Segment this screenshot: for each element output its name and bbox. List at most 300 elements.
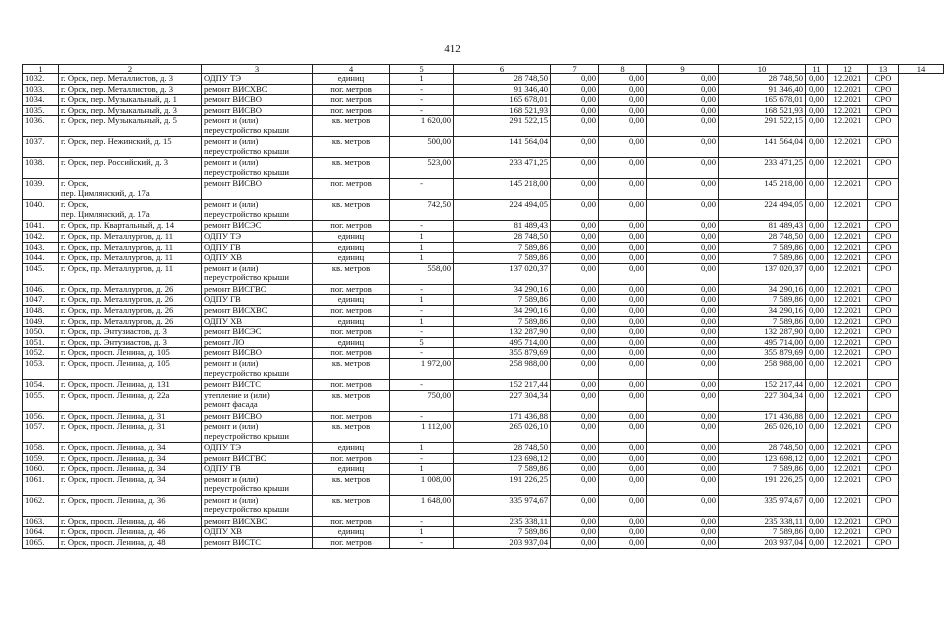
value-cell: 0,00 — [647, 242, 719, 253]
work-type-cell — [202, 327, 313, 338]
total-cost-cell: 7 589,86 — [454, 253, 551, 264]
address-cell — [59, 316, 202, 327]
table-row — [23, 105, 944, 116]
cell-line: г. Орск, пер. Музыкальный, д. 3 — [61, 104, 177, 115]
work-type-cell — [202, 253, 313, 264]
method-cell: СРО — [868, 95, 899, 106]
method-cell: СРО — [868, 474, 899, 495]
quantity-cell: 750,00 — [390, 390, 454, 411]
address-cell — [59, 327, 202, 338]
address-cell — [59, 137, 202, 158]
total-cost-cell: 495 714,00 — [454, 337, 551, 348]
method-cell: СРО — [868, 305, 899, 316]
cell-line: г. Орск, — [61, 178, 89, 189]
table-row — [23, 116, 944, 137]
address-cell — [59, 390, 202, 411]
cell-line: г. Орск, пр. Энтузиастов, д. 3 — [61, 336, 167, 347]
fund-cost-cell: 227 304,34 — [719, 390, 806, 411]
unit-cell: пог. метров — [313, 453, 390, 464]
method-cell: СРО — [868, 105, 899, 116]
value-cell: 0,00 — [551, 348, 599, 359]
unit-cell: единиц — [313, 527, 390, 538]
quantity-cell: 1 008,00 — [390, 474, 454, 495]
value-cell: 0,00 — [806, 516, 828, 527]
unit-cell: единиц — [313, 74, 390, 85]
date-cell: 12.2021 — [828, 84, 868, 95]
table-row — [23, 495, 944, 516]
cell-line: г. Орск, просп. Ленина, д. 22а — [61, 389, 170, 400]
quantity-cell: 558,00 — [390, 263, 454, 284]
cell-line: переустройство крыши — [204, 166, 289, 177]
value-cell: 0,00 — [599, 221, 647, 232]
value-cell: 0,00 — [599, 95, 647, 106]
row-number-cell: 1052. — [23, 348, 59, 359]
method-cell: СРО — [868, 495, 899, 516]
value-cell: 0,00 — [806, 242, 828, 253]
row-number-cell: 1058. — [23, 443, 59, 454]
value-cell: 0,00 — [647, 95, 719, 106]
cell-line: пер. Цимлянский, д. 17а — [61, 208, 150, 219]
row-number-cell: 1048. — [23, 305, 59, 316]
fund-cost-cell: 495 714,00 — [719, 337, 806, 348]
cell-line: ремонт ВИСТС — [204, 537, 262, 548]
value-cell: 0,00 — [806, 390, 828, 411]
cell-line: ремонт ВИСВО — [204, 94, 262, 105]
unit-cell: единиц — [313, 295, 390, 306]
column-number-1: 1 — [23, 65, 59, 74]
value-cell: 0,00 — [806, 263, 828, 284]
table-row — [23, 464, 944, 475]
row-number-cell: 1056. — [23, 411, 59, 422]
method-cell: СРО — [868, 527, 899, 538]
total-cost-cell: 28 748,50 — [454, 231, 551, 242]
cell-line: г. Орск, просп. Ленина, д. 131 — [61, 378, 170, 389]
row-number-cell: 1036. — [23, 116, 59, 137]
total-cost-cell: 34 290,16 — [454, 284, 551, 295]
value-cell: 0,00 — [551, 538, 599, 549]
address-cell — [59, 179, 202, 200]
cell-line: г. Орск, пер. Музыкальный, д. 5 — [61, 115, 177, 126]
work-type-cell — [202, 453, 313, 464]
value-cell: 0,00 — [599, 84, 647, 95]
unit-cell: пог. метров — [313, 327, 390, 338]
total-cost-cell: 91 346,40 — [454, 84, 551, 95]
value-cell: 0,00 — [647, 411, 719, 422]
unit-cell: кв. метров — [313, 158, 390, 179]
table-row — [23, 200, 944, 221]
value-cell: 0,00 — [806, 158, 828, 179]
fund-cost-cell: 258 988,00 — [719, 358, 806, 379]
fund-cost-cell: 28 748,50 — [719, 231, 806, 242]
fund-cost-cell: 224 494,05 — [719, 200, 806, 221]
value-cell: 0,00 — [551, 158, 599, 179]
method-cell: СРО — [868, 348, 899, 359]
date-cell: 12.2021 — [828, 464, 868, 475]
cell-line: переустройство крыши — [204, 483, 289, 494]
value-cell: 0,00 — [551, 316, 599, 327]
value-cell: 0,00 — [806, 221, 828, 232]
cell-line: ОДПУ ХВ — [204, 315, 243, 326]
cell-line: ремонт фасада — [204, 399, 258, 410]
total-cost-cell: 265 026,10 — [454, 422, 551, 443]
table-row — [23, 284, 944, 295]
quantity-cell: - — [390, 84, 454, 95]
address-cell — [59, 358, 202, 379]
row-number-cell: 1042. — [23, 231, 59, 242]
value-cell: 0,00 — [599, 158, 647, 179]
work-type-cell — [202, 516, 313, 527]
date-cell: 12.2021 — [828, 284, 868, 295]
quantity-cell: 1 — [390, 527, 454, 538]
row-number-cell: 1047. — [23, 295, 59, 306]
row-number-cell: 1037. — [23, 137, 59, 158]
cell-line: г. Орск, просп. Ленина, д. 34 — [61, 463, 166, 474]
total-cost-cell: 233 471,25 — [454, 158, 551, 179]
quantity-cell: 1 — [390, 316, 454, 327]
value-cell: 0,00 — [806, 337, 828, 348]
cell-line: ремонт ВИСЭС — [204, 220, 262, 231]
fund-cost-cell: 168 521,93 — [719, 105, 806, 116]
date-cell: 12.2021 — [828, 379, 868, 390]
unit-cell: единиц — [313, 253, 390, 264]
unit-cell: кв. метров — [313, 116, 390, 137]
value-cell: 0,00 — [551, 358, 599, 379]
cell-line: ремонт ВИСВО — [204, 410, 262, 421]
value-cell: 0,00 — [647, 495, 719, 516]
row-number-cell: 1043. — [23, 242, 59, 253]
method-cell: СРО — [868, 263, 899, 284]
value-cell: 0,00 — [599, 453, 647, 464]
unit-cell: пог. метров — [313, 284, 390, 295]
cell-line: ремонт ВИСВО — [204, 104, 262, 115]
date-cell: 12.2021 — [828, 327, 868, 338]
quantity-cell: - — [390, 348, 454, 359]
total-cost-cell: 203 937,04 — [454, 538, 551, 549]
date-cell: 12.2021 — [828, 95, 868, 106]
table-row — [23, 242, 944, 253]
value-cell: 0,00 — [806, 348, 828, 359]
column-number-3: 3 — [202, 65, 313, 74]
unit-cell: кв. метров — [313, 358, 390, 379]
unit-cell: пог. метров — [313, 95, 390, 106]
work-type-cell — [202, 379, 313, 390]
address-cell — [59, 516, 202, 527]
total-cost-cell: 235 338,11 — [454, 516, 551, 527]
work-type-cell — [202, 422, 313, 443]
value-cell: 0,00 — [551, 464, 599, 475]
address-cell — [59, 411, 202, 422]
value-cell: 0,00 — [599, 105, 647, 116]
date-cell: 12.2021 — [828, 158, 868, 179]
value-cell: 0,00 — [551, 495, 599, 516]
cell-line: переустройство крыши — [204, 430, 289, 441]
date-cell: 12.2021 — [828, 443, 868, 454]
fund-cost-cell: 28 748,50 — [719, 74, 806, 85]
column-number-12: 12 — [828, 65, 868, 74]
value-cell: 0,00 — [806, 95, 828, 106]
fund-cost-cell: 7 589,86 — [719, 295, 806, 306]
cell-line: ремонт ВИСХВС — [204, 83, 268, 94]
work-type-cell — [202, 316, 313, 327]
work-type-cell — [202, 464, 313, 475]
row-number-cell: 1034. — [23, 95, 59, 106]
date-cell: 12.2021 — [828, 316, 868, 327]
method-cell: СРО — [868, 422, 899, 443]
unit-cell: единиц — [313, 316, 390, 327]
table-row — [23, 422, 944, 443]
cell-line: переустройство крыши — [204, 504, 289, 515]
cell-line: г. Орск, пр. Металлургов, д. 26 — [61, 304, 174, 315]
quantity-cell: 1 972,00 — [390, 358, 454, 379]
work-type-cell — [202, 158, 313, 179]
work-type-cell — [202, 411, 313, 422]
unit-cell: единиц — [313, 231, 390, 242]
method-cell: СРО — [868, 200, 899, 221]
address-cell — [59, 295, 202, 306]
value-cell: 0,00 — [806, 464, 828, 475]
cell-line: г. Орск, пр. Металлургов, д. 11 — [61, 230, 174, 241]
value-cell: 0,00 — [599, 358, 647, 379]
column-number-2: 2 — [59, 65, 202, 74]
fund-cost-cell: 28 748,50 — [719, 443, 806, 454]
work-type-cell — [202, 74, 313, 85]
fund-cost-cell: 291 522,15 — [719, 116, 806, 137]
value-cell: 0,00 — [806, 231, 828, 242]
cell-line: ремонт ВИСВО — [204, 178, 262, 189]
work-type-cell — [202, 295, 313, 306]
value-cell: 0,00 — [806, 74, 828, 85]
value-cell: 0,00 — [647, 295, 719, 306]
address-cell — [59, 422, 202, 443]
cell-line: г. Орск, пр. Энтузиастов, д. 3 — [61, 326, 167, 337]
work-type-cell — [202, 358, 313, 379]
method-cell: СРО — [868, 221, 899, 232]
total-cost-cell: 355 879,69 — [454, 348, 551, 359]
quantity-cell: 1 — [390, 464, 454, 475]
value-cell: 0,00 — [551, 74, 599, 85]
total-cost-cell: 28 748,50 — [454, 74, 551, 85]
row-number-cell: 1051. — [23, 337, 59, 348]
cell-line: г. Орск, просп. Ленина, д. 105 — [61, 357, 170, 368]
work-type-cell — [202, 221, 313, 232]
method-cell: СРО — [868, 390, 899, 411]
method-cell: СРО — [868, 358, 899, 379]
registry-table — [22, 64, 944, 549]
fund-cost-cell: 34 290,16 — [719, 284, 806, 295]
work-type-cell — [202, 137, 313, 158]
value-cell: 0,00 — [599, 538, 647, 549]
work-type-cell — [202, 242, 313, 253]
value-cell: 0,00 — [806, 316, 828, 327]
date-cell: 12.2021 — [828, 337, 868, 348]
table-body — [23, 74, 944, 549]
fund-cost-cell: 335 974,67 — [719, 495, 806, 516]
table-row — [23, 390, 944, 411]
fund-cost-cell: 233 471,25 — [719, 158, 806, 179]
date-cell: 12.2021 — [828, 411, 868, 422]
cell-line: ремонт и (или) — [204, 199, 259, 210]
method-cell: СРО — [868, 137, 899, 158]
column-number-7: 7 — [551, 65, 599, 74]
total-cost-cell: 137 020,37 — [454, 263, 551, 284]
cell-line: г. Орск, пер. Металлистов, д. 3 — [61, 73, 173, 83]
date-cell: 12.2021 — [828, 527, 868, 538]
value-cell: 0,00 — [806, 305, 828, 316]
cell-line: г. Орск, пер. Нежинский, д. 15 — [61, 136, 172, 147]
value-cell: 0,00 — [647, 74, 719, 85]
cell-line: ОДПУ ХВ — [204, 252, 243, 263]
cell-line: г. Орск, пер. Музыкальный, д. 1 — [61, 94, 177, 105]
cell-line: г. Орск, просп. Ленина, д. 34 — [61, 442, 166, 453]
value-cell: 0,00 — [599, 137, 647, 158]
total-cost-cell: 258 988,00 — [454, 358, 551, 379]
value-cell: 0,00 — [599, 295, 647, 306]
quantity-cell: - — [390, 411, 454, 422]
row-number-cell: 1064. — [23, 527, 59, 538]
address-cell — [59, 453, 202, 464]
value-cell: 0,00 — [647, 390, 719, 411]
fund-cost-cell: 7 589,86 — [719, 242, 806, 253]
address-cell — [59, 495, 202, 516]
quantity-cell: 500,00 — [390, 137, 454, 158]
value-cell: 0,00 — [806, 538, 828, 549]
unit-cell: кв. метров — [313, 390, 390, 411]
date-cell: 12.2021 — [828, 295, 868, 306]
quantity-cell: 1 — [390, 74, 454, 85]
cell-line: ОДПУ ГВ — [204, 294, 241, 305]
method-cell: СРО — [868, 116, 899, 137]
value-cell: 0,00 — [551, 305, 599, 316]
method-cell: СРО — [868, 538, 899, 549]
total-cost-cell: 132 287,90 — [454, 327, 551, 338]
value-cell: 0,00 — [806, 474, 828, 495]
address-cell — [59, 231, 202, 242]
fund-cost-cell: 152 217,44 — [719, 379, 806, 390]
value-cell: 0,00 — [647, 348, 719, 359]
fund-cost-cell: 132 287,90 — [719, 327, 806, 338]
value-cell: 0,00 — [647, 422, 719, 443]
date-cell: 12.2021 — [828, 137, 868, 158]
value-cell: 0,00 — [551, 411, 599, 422]
cell-line: переустройство крыши — [204, 124, 289, 135]
work-type-cell — [202, 390, 313, 411]
work-type-cell — [202, 495, 313, 516]
value-cell: 0,00 — [599, 253, 647, 264]
method-cell: СРО — [868, 443, 899, 454]
work-type-cell — [202, 105, 313, 116]
value-cell: 0,00 — [806, 358, 828, 379]
cell-line: г. Орск, пр. Металлургов, д. 11 — [61, 241, 174, 252]
address-cell — [59, 95, 202, 106]
date-cell: 12.2021 — [828, 538, 868, 549]
unit-cell: пог. метров — [313, 379, 390, 390]
fund-cost-cell: 145 218,00 — [719, 179, 806, 200]
value-cell: 0,00 — [806, 179, 828, 200]
value-cell: 0,00 — [599, 390, 647, 411]
value-cell: 0,00 — [806, 137, 828, 158]
address-cell — [59, 200, 202, 221]
total-cost-cell: 7 589,86 — [454, 295, 551, 306]
work-type-cell — [202, 200, 313, 221]
quantity-cell: - — [390, 179, 454, 200]
table-row — [23, 179, 944, 200]
fund-cost-cell: 355 879,69 — [719, 348, 806, 359]
table-row — [23, 295, 944, 306]
cell-line: ремонт и (или) — [204, 357, 259, 368]
cell-line: ремонт ЛО — [204, 336, 245, 347]
method-cell: СРО — [868, 253, 899, 264]
value-cell: 0,00 — [647, 84, 719, 95]
quantity-cell: 1 112,00 — [390, 422, 454, 443]
cell-line: переустройство крыши — [204, 272, 289, 283]
cell-line: ремонт и (или) — [204, 494, 259, 505]
value-cell: 0,00 — [599, 116, 647, 137]
cell-line: ремонт и (или) — [204, 473, 259, 484]
date-cell: 12.2021 — [828, 221, 868, 232]
cell-line: г. Орск, пр. Металлургов, д. 26 — [61, 315, 174, 326]
method-cell: СРО — [868, 284, 899, 295]
value-cell: 0,00 — [551, 231, 599, 242]
cell-line: ОДПУ ТЭ — [204, 230, 242, 241]
cell-line: ОДПУ ТЭ — [204, 73, 242, 83]
cell-line: ремонт ВИСГВС — [204, 283, 267, 294]
work-type-cell — [202, 443, 313, 454]
value-cell: 0,00 — [806, 495, 828, 516]
cell-line: г. Орск, пр. Квартальный, д. 14 — [61, 220, 174, 231]
value-cell: 0,00 — [647, 516, 719, 527]
address-cell — [59, 337, 202, 348]
row-number-cell: 1040. — [23, 200, 59, 221]
table-row — [23, 411, 944, 422]
value-cell: 0,00 — [551, 284, 599, 295]
quantity-cell: 1 — [390, 231, 454, 242]
cell-line: ремонт и (или) — [204, 262, 259, 273]
method-cell: СРО — [868, 516, 899, 527]
table-row — [23, 253, 944, 264]
cell-line: г. Орск, просп. Ленина, д. 46 — [61, 515, 166, 526]
cell-line: г. Орск, пр. Металлургов, д. 26 — [61, 294, 174, 305]
work-type-cell — [202, 527, 313, 538]
value-cell: 0,00 — [647, 231, 719, 242]
quantity-cell: 523,00 — [390, 158, 454, 179]
fund-cost-cell: 141 564,04 — [719, 137, 806, 158]
fund-cost-cell: 7 589,86 — [719, 253, 806, 264]
value-cell: 0,00 — [551, 443, 599, 454]
quantity-cell: - — [390, 284, 454, 295]
cell-line: ремонт ВИСВО — [204, 347, 262, 358]
cell-line: г. Орск, просп. Ленина, д. 48 — [61, 537, 166, 548]
work-type-cell — [202, 538, 313, 549]
method-cell: СРО — [868, 295, 899, 306]
value-cell: 0,00 — [551, 179, 599, 200]
work-type-cell — [202, 263, 313, 284]
date-cell: 12.2021 — [828, 390, 868, 411]
cell-line: г. Орск, пр. Металлургов, д. 26 — [61, 283, 174, 294]
value-cell: 0,00 — [599, 379, 647, 390]
unit-cell: единиц — [313, 242, 390, 253]
cell-line: переустройство крыши — [204, 208, 289, 219]
value-cell: 0,00 — [647, 358, 719, 379]
address-cell — [59, 527, 202, 538]
table-row — [23, 221, 944, 232]
value-cell: 0,00 — [599, 231, 647, 242]
column-number-4: 4 — [313, 65, 390, 74]
value-cell: 0,00 — [551, 327, 599, 338]
unit-cell: кв. метров — [313, 263, 390, 284]
fund-cost-cell: 91 346,40 — [719, 84, 806, 95]
value-cell: 0,00 — [599, 411, 647, 422]
unit-cell: кв. метров — [313, 137, 390, 158]
